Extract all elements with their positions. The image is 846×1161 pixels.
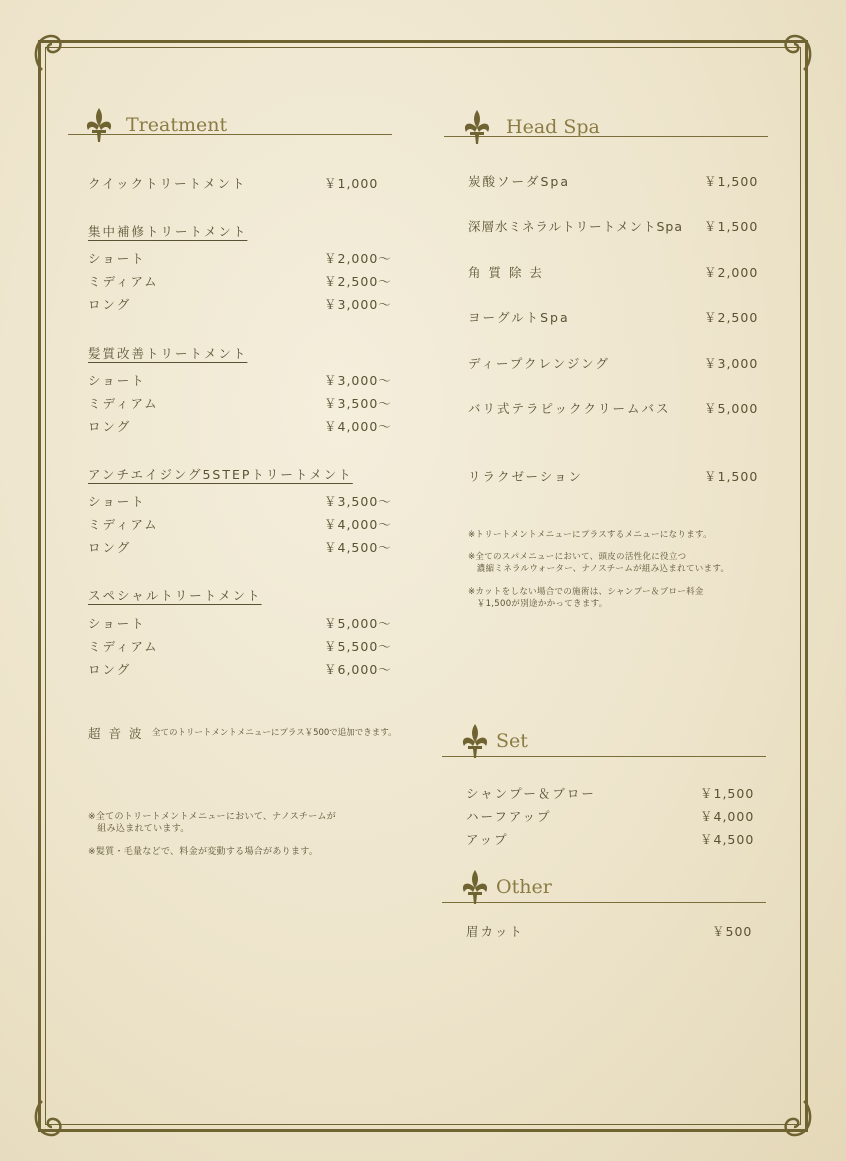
menu-price: ￥2,500～ [324,274,392,289]
section-title: Head Spa [506,116,600,138]
menu-label: ミディアム [88,396,159,411]
menu-price: ￥500 [712,924,753,939]
menu-label: シャンプー＆ブロー [466,786,596,801]
menu-label: ショート [88,373,146,388]
scroll-corner-icon [30,1097,74,1141]
menu-label: ロング [88,419,132,434]
menu-label: 眉カット [466,924,524,939]
fleur-de-lis-icon [458,722,492,760]
menu-row [468,263,758,281]
group-title: アンチエイジング5STEPトリートメント [88,467,353,482]
menu-label: ロング [88,662,132,677]
menu-label: ヨーグルトSpa [468,310,570,325]
menu-label: ショート [88,616,146,631]
treatment-note: ※全てのトリートメントメニューにおいて、ナノスチームが 組み込まれています。 [88,812,337,834]
menu-row [468,308,758,326]
group-title: スペシャルトリートメント [88,588,262,603]
menu-row [466,830,756,848]
group-title: 集中補修トリートメント [88,224,248,239]
menu-row [468,354,758,372]
menu-row [88,371,392,389]
fleur-de-lis-icon [82,106,116,144]
treatment-note: ※髪質・毛量などで、料金が変動する場合があります。 [88,847,319,857]
menu-label: 角 質 除 去 [468,265,544,280]
menu-row [88,515,392,533]
menu-price: ￥3,500～ [324,494,392,509]
menu-label: ショート [88,251,146,266]
menu-label: ショート [88,494,146,509]
menu-row [88,272,392,290]
menu-price: ￥4,000 [700,809,755,824]
menu-price: ￥3,500～ [324,396,392,411]
menu-price: ￥1,500 [704,219,759,234]
fleur-de-lis-icon [458,868,492,906]
menu-row [468,399,758,417]
menu-row [88,660,392,678]
other-header [442,868,766,912]
menu-label: ロング [88,540,132,555]
menu-row [88,614,392,632]
menu-label: リラクゼーション [468,469,584,484]
menu-price: ￥4,500 [700,832,755,847]
menu-price: ￥1,500 [704,469,759,484]
menu-price: ￥2,500 [704,310,759,325]
menu-price: ￥4,500～ [324,540,392,555]
menu-row [88,417,392,435]
headspa-header [444,108,768,152]
menu-row [88,492,392,510]
header-rule [68,134,392,135]
menu-price: ￥3,000～ [324,297,392,312]
group-title: 髪質改善トリートメント [88,346,248,361]
menu-label: アップ [466,832,509,847]
menu-label: 深層水ミネラルトリートメントSpa [468,219,684,234]
ultrasonic-row [88,724,398,742]
menu-label: ミディアム [88,274,159,289]
headspa-note: ※カットをしない場合での施術は、シャンプー＆ブロー料金 ￥1,500が別途かかってきます。 [468,587,704,609]
menu-price: ￥2,000 [704,265,759,280]
menu-row [88,394,392,412]
menu-row [466,807,756,825]
menu-price: ￥5,500～ [324,639,392,654]
scroll-corner-icon [772,30,816,74]
menu-price: ￥2,000～ [324,251,392,266]
headspa-note: ※全てのスパメニューにおいて、頭皮の活性化に役立つ 濃縮ミネラルウォーター、ナノスチームが組み込まれています。 [468,552,730,574]
menu-row [88,174,388,192]
fleur-de-lis-icon [460,108,494,146]
menu-price: ￥4,000～ [324,419,392,434]
menu-price: ￥3,000～ [324,373,392,388]
section-title: Treatment [126,114,228,136]
set-header [442,722,766,766]
scroll-corner-icon [772,1097,816,1141]
menu-row [466,784,756,802]
menu-price: ￥1,500 [700,786,755,801]
menu-price: ￥6,000～ [324,662,392,677]
ultrasonic-label: 超 音 波 [88,726,144,741]
menu-label: クイックトリートメント [88,176,247,191]
menu-row [88,538,392,556]
menu-label: ディープクレンジング [468,356,610,371]
menu-row [88,637,392,655]
headspa-note: ※トリートメントメニューにプラスするメニューになります。 [468,530,712,540]
menu-row [466,922,756,940]
menu-price: ￥3,000 [704,356,759,371]
menu-price: ￥4,000～ [324,517,392,532]
scroll-corner-icon [30,30,74,74]
menu-row [88,249,392,267]
menu-label: 炭酸ソーダSpa [468,174,571,189]
ultrasonic-note: 全てのトリートメントメニューにプラス￥500で追加できます。 [152,728,397,738]
menu-price: ￥1,000 [324,176,379,191]
menu-row [468,172,758,190]
treatment-header [68,106,392,150]
menu-label: ミディアム [88,517,159,532]
menu-row [88,295,392,313]
section-title: Other [496,876,552,898]
section-title: Set [496,730,528,752]
menu-price: ￥1,500 [704,174,759,189]
menu-price: ￥5,000～ [324,616,392,631]
menu-label: バリ式テラピッククリームバス [468,401,671,416]
menu-price: ￥5,000 [704,401,759,416]
menu-row [468,467,758,485]
menu-label: ミディアム [88,639,159,654]
menu-row [468,217,758,235]
menu-label: ロング [88,297,132,312]
menu-label: ハーフアップ [466,809,552,824]
